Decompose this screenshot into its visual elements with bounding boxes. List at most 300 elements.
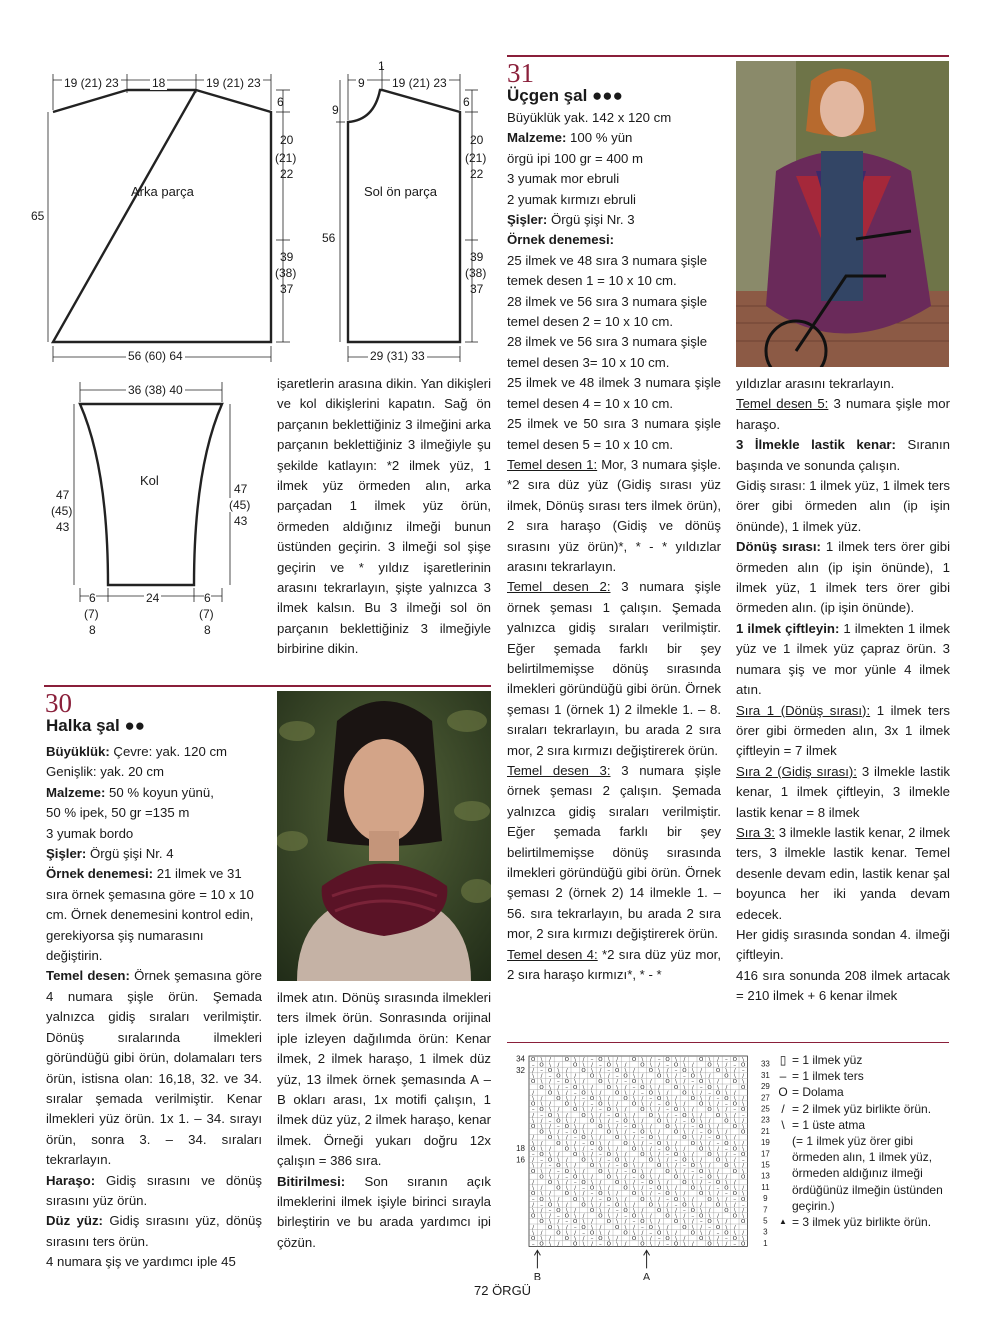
chart-cell-symbol: / — [591, 1084, 593, 1091]
p30-material — [46, 783, 262, 803]
p31-r1-label: Sıra 1 (Dönüş sırası): — [736, 702, 871, 718]
chart-cell-symbol: – — [708, 1090, 711, 1097]
chart-cell-symbol: O — [631, 1168, 637, 1175]
p31-r1 — [736, 701, 950, 762]
chart-cell-symbol: \ — [658, 1135, 661, 1142]
chart-cell-symbol: / — [532, 1202, 535, 1209]
chart-cell-symbol: O — [657, 1185, 662, 1192]
chart-cell-symbol: O — [699, 1101, 704, 1108]
chart-cell-symbol: / — [591, 1174, 593, 1181]
p31-td2-value: 3 numara şişle örnek şeması 1 çalışın. Şemada yalnızca gidiş sıraları verilmiştir. Eğer şemada farklı bir şey belirtilmemişse dönüş sırasında ilmekleri göründüğü gibi örün. Örnek şeması 1 (örnek 1) 2 ilmekle 1. – 8. sıraları tekrarlayın, bu arada 2 sıra mor, 2 sıra kırmızı değiştirerek örün. — [507, 579, 721, 758]
p30-gauge-value: 21 ilmek ve 31 sıra örnek şemasına göre = 10 x 10 cm. Örnek denemesini kontrol edin, gerekiyorsa şiş numarasını değiştirin. — [46, 866, 254, 964]
chart-cell-symbol: / — [549, 1146, 551, 1153]
chart-cell-symbol: \ — [725, 1135, 728, 1142]
chart-cell-symbol: O — [564, 1101, 569, 1108]
chart-cell-symbol: – — [733, 1241, 737, 1248]
chart-cell-symbol: / — [549, 1056, 551, 1063]
chart-cell-symbol: \ — [675, 1146, 677, 1153]
chart-cell-symbol: \ — [666, 1163, 669, 1170]
chart-cell-symbol: / — [557, 1241, 560, 1248]
chart-cell-symbol: \ — [599, 1185, 602, 1192]
chart-cell-symbol: / — [708, 1073, 711, 1080]
chart-cell-symbol: O — [547, 1112, 553, 1119]
chart-cell-symbol: O — [615, 1202, 620, 1209]
chart-cell-symbol: \ — [733, 1096, 736, 1102]
chart-cell-symbol: – — [590, 1101, 594, 1108]
chart-cell-symbol: O — [673, 1196, 679, 1203]
chart-cell-symbol: O — [573, 1084, 578, 1091]
chart-cell-symbol: – — [632, 1084, 636, 1091]
chart-cell-symbol: – — [674, 1112, 678, 1119]
chart-cell-symbol: / — [633, 1157, 635, 1164]
chart-cell-symbol: \ — [565, 1208, 568, 1214]
p30-duz — [46, 1211, 262, 1252]
chart-cell-symbol: \ — [549, 1129, 551, 1136]
chart-cell-symbol: \ — [574, 1146, 577, 1153]
chart-cell-symbol: / — [557, 1152, 560, 1158]
chart-cell-symbol: O — [648, 1157, 653, 1164]
chart-cell-symbol: – — [649, 1140, 653, 1147]
sleeve-bottom-mid: 24 — [146, 591, 160, 605]
chart-cell-symbol: \ — [691, 1180, 694, 1186]
chart-cell-symbol: / — [683, 1168, 686, 1175]
chart-cell-symbol: O — [682, 1202, 687, 1209]
chart-cell-symbol: O — [732, 1079, 737, 1086]
chart-cell-symbol: / — [532, 1068, 535, 1074]
chart-cell-symbol: O — [606, 1129, 611, 1136]
chart-cell-symbol: – — [683, 1073, 686, 1080]
front-neck: 9 — [332, 103, 339, 117]
chart-cell-symbol: – — [725, 1236, 728, 1242]
p31-r2-label: Sıra 2 (Gidiş sırası): — [736, 763, 857, 779]
chart-cell-symbol: \ — [591, 1180, 593, 1186]
chart-cell-symbol: O — [741, 1084, 746, 1091]
chart-cell-symbol: / — [700, 1135, 703, 1142]
chart-cell-symbol: / — [641, 1163, 644, 1170]
chart-cell-symbol: O — [741, 1174, 746, 1181]
chart-cell-symbol: \ — [700, 1208, 703, 1214]
chart-cell-symbol: / — [649, 1101, 652, 1108]
chart-cell-symbol: / — [700, 1090, 703, 1097]
chart-cell-symbol: \ — [708, 1146, 711, 1153]
chart-cell-symbol: O — [665, 1168, 670, 1175]
chart-cell-symbol: \ — [557, 1202, 560, 1209]
chart-cell-symbol: \ — [683, 1241, 686, 1248]
chart-cell-symbol: \ — [565, 1185, 568, 1192]
chart-cell-symbol: / — [607, 1118, 610, 1125]
arrow-b-icon — [534, 1250, 540, 1268]
chart-cell-symbol: / — [683, 1191, 686, 1198]
chart-cell-symbol: \ — [658, 1112, 661, 1119]
p30-size-label: Büyüklük: — [46, 744, 110, 759]
chart-cell-symbol: O — [573, 1174, 578, 1181]
chart-cell-symbol: / — [725, 1107, 728, 1114]
chart-cell-symbol: / — [691, 1196, 694, 1203]
chart-cell-symbol: O — [640, 1219, 645, 1226]
chart-cell-symbol: O — [564, 1056, 569, 1063]
p31-material — [507, 128, 721, 148]
chart-cell-symbol: \ — [633, 1163, 635, 1170]
chart-cell-symbol: O — [732, 1124, 737, 1130]
chart-cell-symbol: – — [582, 1230, 585, 1237]
chart-cell-symbol: O — [724, 1096, 729, 1102]
chart-row-label-right: 17 — [760, 1149, 770, 1159]
chart-cell-symbol: \ — [607, 1079, 610, 1086]
p31-td5 — [736, 394, 950, 435]
chart-cell-symbol: O — [699, 1168, 704, 1175]
chart-cell-symbol: \ — [725, 1112, 728, 1119]
chart-cell-symbol: – — [699, 1219, 703, 1226]
chart-cell-symbol: O — [732, 1191, 737, 1198]
chart-cell-symbol: / — [616, 1236, 619, 1242]
chart-cell-symbol: O — [715, 1224, 721, 1231]
chart-cell-symbol: O — [581, 1224, 586, 1231]
chart-cell-symbol: \ — [666, 1230, 669, 1237]
legend-k3tog-icon: ▲ — [779, 1217, 787, 1227]
chart-cell-symbol: \ — [624, 1157, 627, 1164]
chart-cell-symbol: O — [573, 1241, 578, 1248]
chart-cell-symbol: / — [717, 1079, 719, 1086]
chart-cell-symbol: O — [673, 1062, 679, 1069]
chart-cell-symbol: O — [589, 1096, 595, 1102]
chart-cell-symbol: \ — [633, 1096, 635, 1102]
chart-cell-symbol: O — [715, 1180, 721, 1186]
chart-cell-symbol: / — [683, 1079, 686, 1086]
back-shoulder: 6 — [277, 95, 284, 109]
chart-cell-symbol: \ — [700, 1163, 703, 1170]
legend-row-knit — [774, 1052, 949, 1068]
chart-cell-symbol: \ — [700, 1140, 703, 1147]
arrow-a-label: A — [642, 1271, 651, 1280]
back-armhole-2: (21) — [275, 151, 297, 165]
chart-cell-symbol: / — [658, 1129, 661, 1136]
chart-cell-symbol: / — [532, 1135, 535, 1142]
chart-cell-symbol: O — [539, 1129, 544, 1136]
chart-cell-symbol: / — [641, 1096, 644, 1102]
chart-cell-symbol: \ — [675, 1191, 677, 1198]
p31-after: 416 sıra sonunda 208 ilmek artacak = 210 ilmek + 6 kenar ilmek — [736, 967, 950, 1004]
chart-cell-symbol: \ — [691, 1202, 694, 1209]
chart-cell-symbol: / — [649, 1236, 652, 1242]
chart-cell-symbol: \ — [717, 1107, 719, 1114]
chart-cell-symbol: \ — [717, 1152, 719, 1158]
chart-cell-symbol: / — [700, 1224, 703, 1231]
chart-cell-symbol: O — [665, 1146, 670, 1153]
chart-cell-symbol: \ — [540, 1236, 543, 1242]
chart-cell-symbol: – — [666, 1241, 669, 1248]
chart-cell-symbol: O — [690, 1185, 695, 1192]
chart-cell-symbol: / — [666, 1157, 669, 1164]
chart-cell-symbol: O — [724, 1073, 729, 1080]
chart-cell-symbol: O — [606, 1241, 611, 1248]
chart-cell-symbol: \ — [565, 1230, 568, 1237]
sleeve-left-3: 43 — [56, 520, 70, 534]
chart-cell-symbol: – — [683, 1163, 686, 1170]
chart-cell-symbol: \ — [574, 1191, 577, 1198]
chart-cell-symbol: O — [589, 1185, 595, 1192]
chart-cell-symbol: O — [741, 1062, 746, 1069]
chart-cell-symbol: O — [673, 1129, 679, 1136]
chart-cell-symbol: O — [623, 1140, 628, 1147]
p30-haraso — [46, 1171, 262, 1212]
p30-needles-value: Örgü şişi Nr. 4 — [90, 846, 174, 862]
chart-cell-symbol: / — [683, 1101, 686, 1108]
chart-cell-symbol: O — [564, 1191, 569, 1198]
chart-cell-symbol: / — [658, 1174, 661, 1181]
p30-finish-value: Son sıranın açık ilmeklerini ilmek işiyle birinci sırayla birleştirin ve bu arada yardımcı ipi çözün. — [277, 1173, 491, 1250]
chart-cell-symbol: / — [574, 1073, 577, 1080]
chart-cell-symbol: – — [615, 1073, 619, 1080]
chart-cell-symbol: – — [649, 1096, 653, 1102]
chart-cell-symbol: O — [699, 1079, 704, 1086]
chart-cell-symbol: \ — [717, 1174, 719, 1181]
legend-purl-icon: – — [779, 1069, 787, 1084]
chart-cell-symbol: \ — [582, 1129, 585, 1136]
chart-cell-symbol: / — [633, 1090, 635, 1097]
chart-cell-symbol: \ — [582, 1196, 585, 1203]
chart-cell-symbol: – — [599, 1241, 602, 1248]
chart-cell-symbol: / — [557, 1107, 560, 1114]
chart-cell-symbol: / — [725, 1174, 728, 1181]
chart-cell-symbol: – — [657, 1146, 661, 1153]
chart-cell-symbol: \ — [549, 1241, 551, 1248]
chart-cell-symbol: O — [640, 1107, 645, 1114]
chart-cell-symbol: – — [607, 1202, 611, 1209]
p31-size: Büyüklük yak. 142 x 120 cm — [507, 110, 672, 125]
chart-cell-symbol: O — [640, 1241, 645, 1248]
chart-cell-symbol: O — [564, 1213, 569, 1220]
chart-cell-symbol: O — [699, 1191, 704, 1198]
chart-cell-symbol: O — [581, 1135, 586, 1142]
chart-cell-symbol: O — [598, 1213, 603, 1220]
chart-cell-symbol: \ — [641, 1213, 644, 1220]
chart-cell-symbol: O — [589, 1073, 595, 1080]
p31-r2-value: 3 ilmekle lastik kenar, 1 ilmek çiftleyin, 3 ilmekle lastik kenar = 8 ilmek — [736, 763, 950, 820]
chart-cell-symbol: O — [615, 1157, 620, 1164]
chart-cell-symbol: / — [582, 1236, 585, 1242]
chart-cell-symbol: O — [547, 1224, 553, 1231]
chart-cell-symbol: / — [624, 1219, 627, 1226]
chart-cell-symbol: O — [623, 1185, 628, 1192]
chart-cell-symbol: – — [615, 1118, 619, 1125]
chart-cell-symbol: – — [582, 1096, 585, 1102]
chart-cell-symbol: O — [631, 1101, 637, 1108]
chart-cell-symbol: \ — [633, 1185, 635, 1192]
chart-cell-symbol: \ — [700, 1230, 703, 1237]
chart-cell-symbol: \ — [549, 1174, 551, 1181]
chart-cell-symbol: / — [565, 1157, 568, 1164]
chart-cell-symbol: \ — [675, 1236, 677, 1242]
chart-cell-symbol: – — [607, 1112, 611, 1119]
legend-row-k3tog — [774, 1214, 949, 1230]
chart-cell-symbol: O — [598, 1101, 603, 1108]
chart-cell-symbol: / — [549, 1191, 551, 1198]
chart-cell-symbol: – — [557, 1168, 560, 1175]
chart-cell-symbol: O — [690, 1073, 695, 1080]
chart-cell-symbol: O — [724, 1185, 729, 1192]
chart-cell-symbol: \ — [549, 1062, 551, 1069]
p31-r1-value: 1 ilmek ters örer gibi örmeden alın, 3x 1 ilmek çiftleyin = 7 ilmek — [736, 702, 950, 759]
sleeve-bottom-right-3: 8 — [204, 623, 211, 637]
chart-cell-symbol: O — [589, 1140, 595, 1147]
legend-k2tog-icon: / — [781, 1101, 785, 1116]
chart-cell-symbol: \ — [708, 1213, 711, 1220]
chart-cell-symbol: \ — [582, 1152, 585, 1158]
chart-row-label-right: 9 — [763, 1194, 768, 1204]
chart-cell-symbol: / — [708, 1230, 711, 1237]
chart-cell-symbol: \ — [725, 1202, 728, 1209]
chart-cell-symbol: – — [733, 1196, 737, 1203]
chart-cell-symbol: O — [531, 1146, 536, 1153]
chart-cell-symbol: – — [649, 1185, 653, 1192]
chart-cell-symbol: O — [631, 1236, 637, 1242]
sleeve-left-1: 47 — [56, 488, 70, 502]
back-bottom: 56 (60) 64 — [128, 349, 183, 363]
chart-cell-symbol: O — [707, 1084, 712, 1091]
chart-cell-symbol: \ — [616, 1174, 619, 1181]
front-top-one: 1 — [378, 59, 385, 73]
chart-cell-symbol: O — [682, 1180, 687, 1186]
chart-cell-symbol: O — [682, 1090, 687, 1097]
chart-cell-symbol: \ — [649, 1219, 652, 1226]
chart-cell-symbol: O — [657, 1230, 662, 1237]
chart-cell-symbol: \ — [557, 1224, 560, 1231]
chart-cell-symbol: / — [582, 1101, 585, 1108]
knitting-chart — [507, 1050, 787, 1280]
chart-cell-symbol: \ — [725, 1157, 728, 1164]
p31-needles-label: Şişler: — [507, 212, 548, 228]
chart-row-label-right: 5 — [763, 1216, 768, 1226]
chart-cell-symbol: O — [531, 1056, 536, 1063]
chart-cell-symbol: O — [640, 1152, 645, 1158]
p31-gauge-1: 25 ilmek ve 48 sıra 3 numara şişle temek desen 1 = 10 x 10 cm. — [507, 252, 708, 289]
chart-cell-symbol: – — [716, 1230, 720, 1237]
chart-cell-symbol: \ — [599, 1096, 602, 1102]
chart-row-label-right: 33 — [760, 1059, 770, 1069]
chart-cell-symbol: O — [640, 1196, 645, 1203]
chart-cell-symbol: / — [582, 1168, 585, 1175]
p31-r3-value: 3 ilmekle lastik kenar, 2 ilmek ters, 3 ilmekle lastik kenar. Temel desenle devam edin, lastik kenar şal boyunca her iki yanda devam edecek. — [736, 824, 950, 922]
chart-cell-symbol: \ — [641, 1236, 644, 1242]
front-label: Sol ön parça — [364, 184, 437, 199]
chart-cell-symbol: \ — [574, 1124, 577, 1130]
chart-cell-symbol: \ — [658, 1068, 661, 1074]
chart-cell-symbol: \ — [557, 1090, 560, 1097]
chart-cell-symbol: O — [598, 1191, 603, 1198]
chart-cell-symbol: / — [574, 1163, 577, 1170]
chart-cell-symbol: O — [623, 1163, 628, 1170]
chart-cell-symbol: / — [675, 1073, 677, 1080]
p31-td5-label: Temel desen 5: — [736, 396, 829, 412]
chart-cell-symbol: – — [691, 1079, 695, 1086]
chart-cell-symbol: O — [581, 1090, 586, 1097]
chart-row-label-right: 13 — [760, 1171, 770, 1181]
chart-row-label-right: 21 — [760, 1126, 770, 1136]
section-31-title: Üçgen şal ●●● — [507, 86, 623, 105]
chart-cell-symbol: O — [631, 1056, 637, 1063]
chart-cell-symbol: / — [565, 1180, 568, 1186]
chart-cell-symbol: / — [725, 1062, 728, 1069]
chart-cell-symbol: / — [733, 1202, 736, 1209]
chart-cell-symbol: \ — [616, 1241, 619, 1248]
chart-cell-symbol: \ — [683, 1107, 686, 1114]
chart-cell-symbol: \ — [624, 1112, 627, 1119]
chart-cell-symbol: / — [624, 1241, 627, 1248]
p31-gauge-5: 25 ilmek ve 50 sıra 3 numara şişle temel desen 5 = 10 x 10 cm. — [507, 416, 721, 452]
chart-cell-symbol: \ — [658, 1202, 661, 1209]
chart-cell-symbol: / — [708, 1208, 711, 1214]
chart-cell-symbol: \ — [582, 1241, 585, 1248]
p30-material2: 50 % ipek, 50 gr =135 m — [46, 805, 190, 821]
front-schematic — [318, 60, 498, 370]
chart-cell-symbol: / — [666, 1135, 669, 1142]
section-30-middle-column — [277, 988, 491, 1253]
shawl-photo-image — [736, 61, 949, 367]
chart-cell-symbol: \ — [532, 1230, 535, 1237]
chart-cell-symbol: O — [640, 1084, 645, 1091]
chart-cell-symbol: \ — [675, 1079, 677, 1086]
chart-cell-symbol: \ — [549, 1219, 551, 1226]
chart-cell-symbol: – — [657, 1056, 661, 1063]
chart-cell-symbol: / — [616, 1213, 619, 1220]
p31-td4-label: Temel desen 4: — [507, 946, 598, 962]
chart-cell-symbol: \ — [540, 1124, 543, 1130]
chart-cell-symbol: \ — [616, 1152, 619, 1158]
front-outline — [318, 60, 498, 370]
chart-cell-symbol: O — [623, 1118, 628, 1125]
continuation-paragraph: işaretlerin arasına dikin. Yan dikişleri ve kol dikişlerini kapatın. Sağ ön parçanın beklettiğiniz 3 ilmeğini arka parçanın beklettiğiniz 3 ilmeğiyle şu şekilde katlayın: *2 ilmek yüz, 1 ilmek yüz örmeden alın, arka parçadan 1 ilmek yüz örün, örmeden aldığınız ilmeği bunun üstünden geçirin. 3 ilmeği sol şişe geçirin ve * yıldız işaretlerinin arasını tekrarlayın, şişte yalnızca 3 ilmek kalsın. Bu 3 ilmeği sol ön parçanın beklettiğiniz 3 ilmeğiyle birbirine dikin. — [277, 376, 491, 657]
p30-gauge-label: Örnek denemesi: — [46, 866, 154, 882]
p31-td4-cont: yıldızlar arasını tekrarlayın. — [736, 376, 895, 391]
arrow-a-icon — [644, 1250, 650, 1268]
chart-cell-symbol: / — [658, 1152, 661, 1158]
chart-cell-symbol: \ — [683, 1174, 686, 1181]
chart-cell-symbol: / — [607, 1163, 610, 1170]
chart-cell-symbol: O — [665, 1079, 670, 1086]
chart-cell-symbol: \ — [691, 1112, 694, 1119]
chart-cell-symbol: – — [641, 1135, 644, 1142]
chart-cell-symbol: – — [733, 1062, 737, 1069]
chart-cell-symbol: \ — [641, 1101, 644, 1108]
chart-cell-symbol: – — [565, 1174, 569, 1181]
chart-cell-symbol: O — [606, 1062, 611, 1069]
chart-cell-symbol: O — [682, 1112, 687, 1119]
chart-cell-symbol: / — [742, 1096, 745, 1102]
p31-td3-value: 3 numara şişle örnek şeması 2 çalışın. Şemada yalnızca gidiş sıraları verilmiştir. Eğer şemada farklı bir şey belirtilmemişse dönüş sırasında ilmekleri göründüğü gibi örün. Örnek şeması 2 (örnek 2) 14 ilmekle 1. – 56. sıra tekrarlayın, bu arada 2 sıra mor, 2 sıra kırmızı değiştirerek örün. — [507, 763, 721, 942]
chart-cell-symbol: \ — [733, 1140, 736, 1147]
chart-cell-symbol: O — [715, 1135, 721, 1142]
chart-row-label-left: 34 — [516, 1054, 525, 1064]
chart-cell-symbol: O — [598, 1146, 603, 1153]
chart-cell-symbol: O — [547, 1068, 553, 1074]
chart-cell-symbol: O — [539, 1062, 544, 1069]
chart-cell-symbol: / — [591, 1241, 593, 1248]
chart-cell-symbol: – — [632, 1219, 636, 1226]
chart-cell-symbol: / — [624, 1084, 627, 1091]
chart-cell-symbol: \ — [557, 1068, 560, 1074]
chart-cell-symbol: \ — [599, 1163, 602, 1170]
chart-cell-symbol: / — [582, 1191, 585, 1198]
legend-knit-text: = 1 ilmek yüz — [792, 1053, 863, 1067]
chart-cell-symbol: O — [531, 1236, 536, 1242]
p31-edge-rs: Gidiş sırası: 1 ilmek yüz, 1 ilmek ters örer gibi örmeden alın (ip işin önünde), 1 ilmek yüz. — [736, 478, 950, 534]
chart-cell-symbol: / — [742, 1140, 745, 1147]
chart-cell-symbol: – — [741, 1068, 745, 1074]
chart-cell-symbol: / — [708, 1185, 711, 1192]
legend-k3tog-text: = 3 ilmek yüz birlikte örün. — [792, 1215, 932, 1230]
section-30-rule — [44, 685, 491, 687]
chart-cell-symbol: \ — [607, 1191, 610, 1198]
